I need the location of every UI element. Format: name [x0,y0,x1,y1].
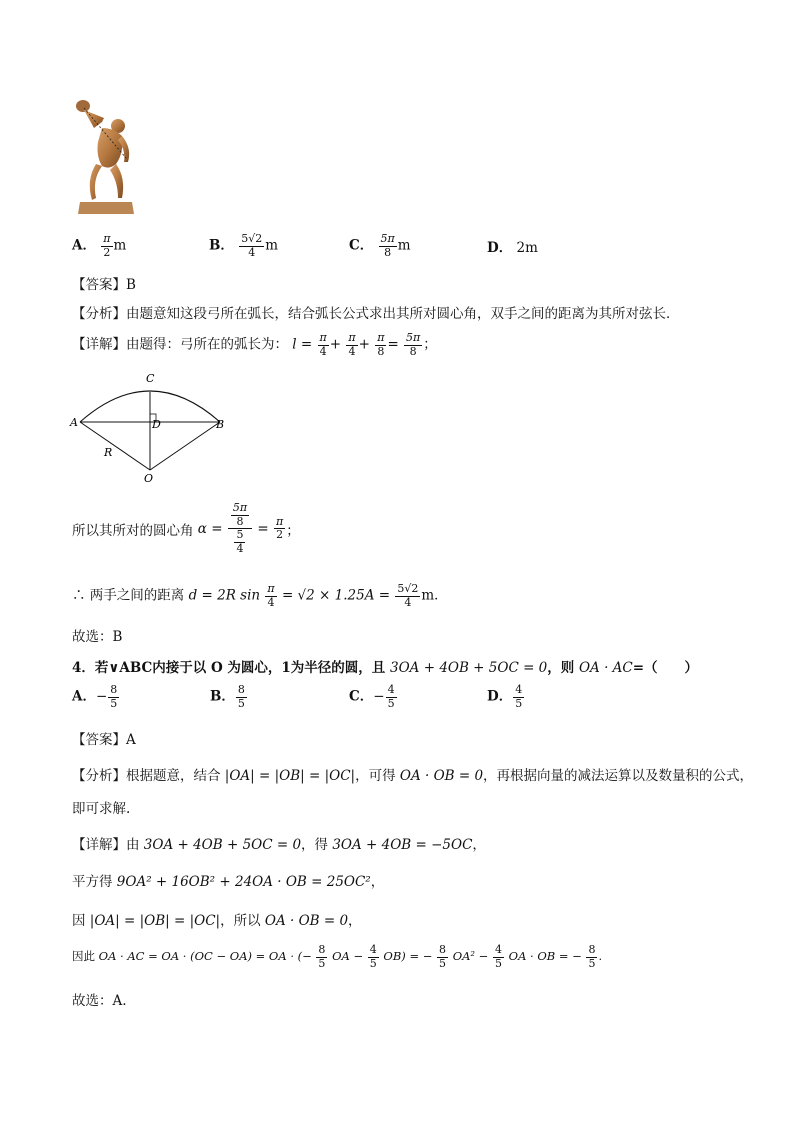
q4-detail-3: 因 |OA| = |OB| = |OC|，所以 OA · OB = 0， [72,913,362,929]
option-c: C． $\frac{5\pi}{8}$ m [349,232,411,259]
q4-choice: 故选：A. [72,993,127,1009]
label-O: O [144,472,154,485]
q4-stem: 4．若∨ABC内接于以 O 为圆心，1为半径的圆，且 3OA + 4OB + 5OC = 0，则 OA · AC=（ ） [72,660,699,676]
label-D: D [152,418,161,431]
option-a: A． $\frac{\pi}{2}$ m [72,232,127,259]
label-A: A [70,416,78,429]
q4-analysis-cont: 即可求解. [72,801,131,817]
q3-distance: ∴ 两手之间的距离 d = 2R sin $\frac{\pi}{4}$ = √2 × 1.25A = $\frac{5√2}{4}$ m． [72,582,448,609]
q3-choice: 故选：B [72,629,123,645]
q3-detail: 【详解】由题得：弓所在的弧长为： l = $\frac{\pi}{4}$ + $\frac{\pi}{4}$ + $\frac{\pi}{8}$ = $\frac{5\pi}{8}$ ； [72,331,437,358]
option-b: B． $\frac{5√2}{4}$ m [209,232,279,259]
q3-answer: 【答案】B [72,277,136,293]
q4-analysis: 【分析】根据题意，结合 |OA| = |OB| = |OC|，可得 OA · OB = 0，再根据向量的减法运算以及数量积的公式， [72,768,754,784]
q4-detail-4: 因此 OA · AC = OA · (OC − OA) = OA · (− $\frac{8}{5}$ OA − $\frac{4}{5}$ OB) = − $\frac{8}{5}$ OA² − $\frac{4}{5}$ OA · OB = − $\frac{8}{5}$ . [72,943,603,970]
q4-option-b: B． $\frac{8}{5}$ [210,683,245,710]
option-d: D． 2m [487,240,538,256]
q4-detail-1: 【详解】由 3OA + 4OB + 5OC = 0，得 3OA + 4OB = −5OC， [72,837,486,853]
q4-detail-2: 平方得 9OA² + 16OB² + 24OA · OB = 25OC²， [72,874,385,890]
discus-thrower-image [74,98,138,218]
label-B: B [216,418,225,431]
q4-option-d: D． $\frac{4}{5}$ [487,683,523,710]
label-R: R [104,446,113,459]
segment-AO [80,422,150,470]
q4-option-a: A．− $\frac{8}{5}$ [72,683,118,710]
q3-analysis: 【分析】由题意知这段弓所在弧长，结合弧长公式求出其所对圆心角，双手之间的距离为其所对弦长． [72,306,680,322]
q4-option-c: C．− $\frac{4}{5}$ [349,683,395,710]
label-C: C [146,372,155,385]
q4-answer: 【答案】A [72,732,136,748]
arc-diagram [68,368,238,488]
q3-central-angle: 所以其所对的圆心角 α = $\frac{\frac{5\pi}{8}}{\frac{5}{4}}$ = $\frac{\pi}{2}$ ； [72,501,300,555]
